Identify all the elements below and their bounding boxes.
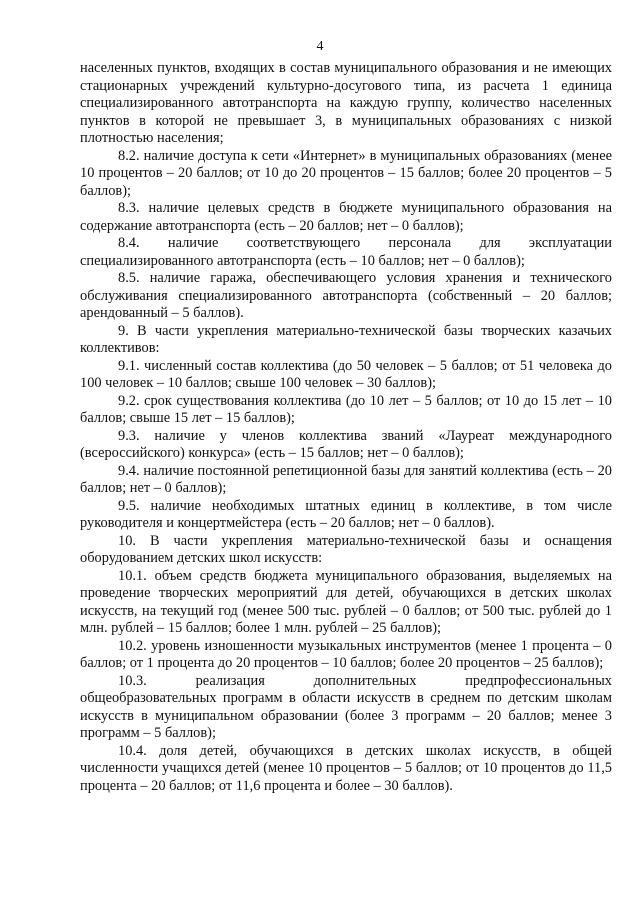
paragraph-9-1: 9.1. численный состав коллектива (до 50 человек – 5 баллов; от 51 человека до 100 человек – 10 баллов; свыше 100 человек – 30 баллов); <box>80 357 612 391</box>
paragraph-9-2: 9.2. срок существования коллектива (до 10 лет – 5 баллов; от 10 до 15 лет – 10 баллов; свыше 15 лет – 15 баллов); <box>80 392 612 426</box>
paragraph-8-4: 8.4. наличие соответствующего персонала для эксплуатации специализированного автотранспорта (есть – 10 баллов; нет – 0 баллов); <box>80 235 612 269</box>
paragraph-8-3: 8.3. наличие целевых средств в бюджете муниципального образования на содержание автотранспорта (есть – 20 баллов; нет – 0 баллов); <box>80 200 612 234</box>
paragraph-9-heading: 9. В части укрепления материально-технической базы творческих казачьих коллективов: <box>80 322 612 356</box>
paragraph-9-4: 9.4. наличие постоянной репетиционной базы для занятий коллектива (есть – 20 баллов; нет – 0 баллов); <box>80 462 612 496</box>
document-body <box>80 60 612 795</box>
paragraph-9-5: 9.5. наличие необходимых штатных единиц в коллективе, в том числе руководителя и концертмейстера (есть – 20 баллов; нет – 0 баллов). <box>80 497 612 531</box>
paragraph-8-2: 8.2. наличие доступа к сети «Интернет» в муниципальных образованиях (менее 10 процентов – 20 баллов; от 10 до 20 процентов – 15 баллов; более 20 процентов – 5 баллов); <box>80 147 612 199</box>
paragraph-10-heading: 10. В части укрепления материально-технической базы и оснащения оборудованием детских школ искусств: <box>80 532 612 566</box>
page-number: 4 <box>316 39 324 54</box>
paragraph-8-5: 8.5. наличие гаража, обеспечивающего условия хранения и технического обслуживания специализированного автотранспорта (собственный – 20 баллов; арендованный – 5 баллов). <box>80 270 612 321</box>
paragraph-10-2: 10.2. уровень изношенности музыкальных инструментов (менее 1 процента – 0 баллов; от 1 процента до 20 процентов – 10 баллов; более 20 процентов – 25 баллов); <box>80 637 612 671</box>
paragraph-10-3: 10.3. реализация дополнительных предпрофессиональных общеобразовательных программ в области искусств в среднем по детским школам искусств в муниципальном образовании (более 3 программ – 20 баллов; менее 3 программ – 5 баллов); <box>80 672 612 741</box>
paragraph-continuation-8-1: населенных пунктов, входящих в состав муниципального образования и не имеющих стационарных учреждений культурно-досугового типа, из расчета 1 единица специализированного автотранспорта на каждую группу, количество населенных пунктов в которой не превышает 3, в муниципальных образованиях с низкой плотностью населения; <box>80 60 612 146</box>
paragraph-10-4: 10.4. доля детей, обучающихся в детских школах искусств, в общей численности учащихся детей (менее 10 процентов – 5 баллов; от 10 процентов до 11,5 процента – 20 баллов; от 11,6 процента и более – 30 баллов). <box>80 742 612 794</box>
paragraph-10-1: 10.1. объем средств бюджета муниципального образования, выделяемых на проведение творческих мероприятий для детей, обучающихся в детских школах искусств, на текущий год (менее 500 тыс. рублей – 0 баллов; от 500 тыс. рублей до 1 млн. рублей – 15 баллов; более 1 млн. рублей – 25 баллов); <box>80 567 612 636</box>
paragraph-9-3: 9.3. наличие у членов коллектива званий «Лауреат международного (всероссийского) конкурса» (есть – 15 баллов; нет – 0 баллов); <box>80 427 612 461</box>
